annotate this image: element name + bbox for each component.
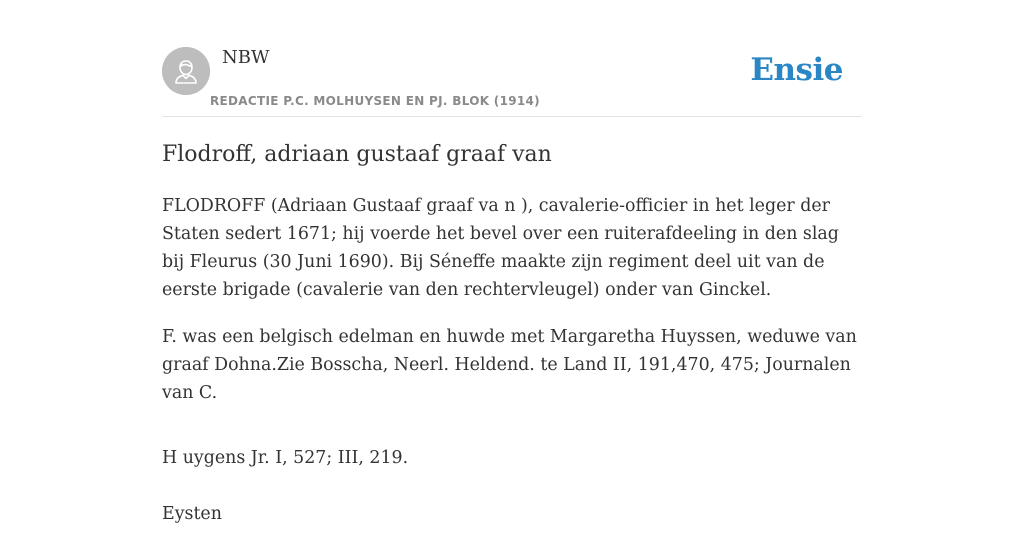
article-header	[162, 47, 862, 117]
article-paragraph-2: F. was een belgisch edelman en huwde met Margaretha Huyssen, weduwe van graaf Dohna.Zie Bosscha, Neerl. Heldend. te Land II, 191,470, 475; Journalen van C.	[162, 327, 857, 403]
user-silhouette-icon	[162, 47, 210, 95]
author-subtitle: REDACTIE P.C. MOLHUYSEN EN PJ. BLOK (1914)	[210, 94, 540, 108]
author-name[interactable]: NBW	[222, 47, 270, 68]
article-paragraph-3: H uygens Jr. I, 527; III, 219.	[162, 448, 409, 468]
article-body	[162, 192, 862, 547]
author-avatar[interactable]	[162, 47, 210, 95]
article-title: Flodroff, adriaan gustaaf graaf van	[162, 142, 552, 167]
article-paragraph-1: FLODROFF (Adriaan Gustaaf graaf va n ), cavalerie-officier in het leger der Staten sedert 1671; hij voerde het bevel over een ruiterafdeeling in den slag bij Fleurus (30 Juni 1690). Bij Séneffe maakte zijn regiment deel uit van de eerste brigade (cavalerie van den rechtervleugel) onder van Ginckel.	[162, 196, 839, 300]
ensie-logo[interactable]: Ensie	[750, 52, 843, 88]
article-author-signature: Eysten	[162, 504, 222, 524]
